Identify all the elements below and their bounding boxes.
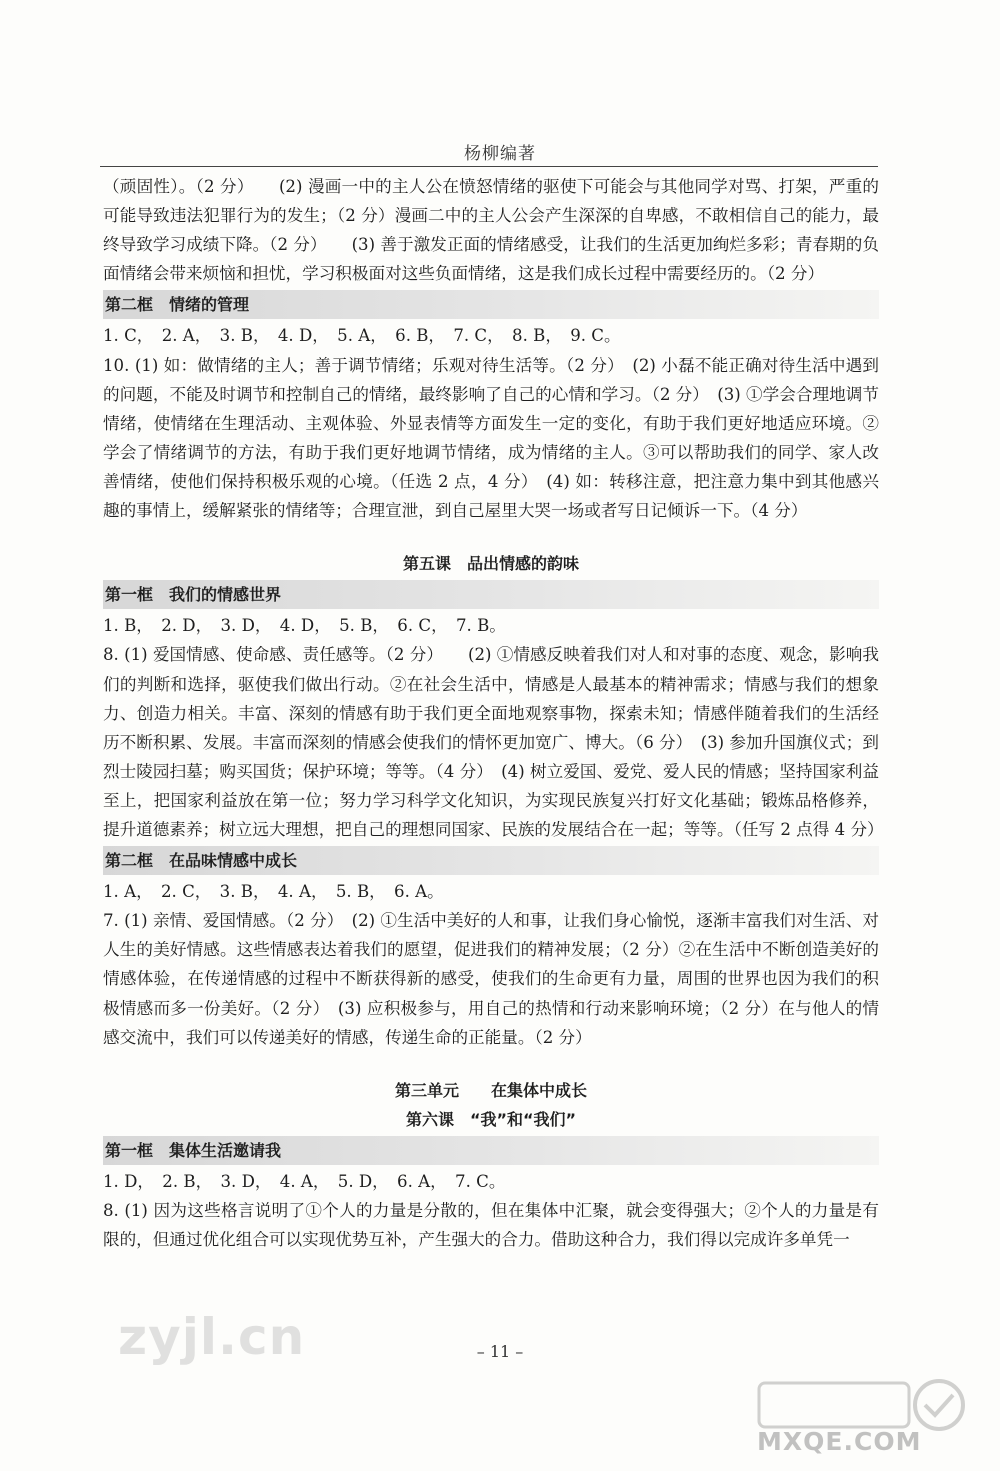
section-heading: 第一框 我们的情感世界 [103, 580, 879, 609]
spacer [103, 1052, 879, 1076]
page-number: – 11 – [476, 1342, 524, 1361]
answer-paragraph: 1. D， 2. B， 3. D， 4. A， 5. D， 6. A， 7. C。 [103, 1172, 506, 1191]
answer-logo-icon [749, 1375, 984, 1435]
answer-paragraph: 1. A， 2. C， 3. B， 4. A， 5. B， 6. A。 [103, 882, 444, 902]
lesson-heading: 第三单元 在集体中成长 [394, 1080, 587, 1100]
answer-paragraph: 1. B， 2. D， 3. D， 4. D， 5. B， 6. C， 7. B。 [103, 616, 506, 636]
lesson-heading: 第六课 “我”和“我们” [405, 1109, 577, 1129]
header-rule [100, 166, 878, 167]
answer-paragraph: 7. (1) 亲情、爱国情感。（2 分） (2) ①生活中美好的人和事，让我们身心愉悦，逐渐丰富我们对生活、对人生的美好情感。这些情感表达着我们的愿望，促进我们的精神发展；（2 分）②在生活中不断创造美好的情感体验，在传递情感的过程中不断获得新的感受，使我们的生命更有力量，周围的世界也因为我们的积极情感而多一份美好。（2 分） (3) 应积极参与，用自己的热情和行动来影响环境；（2 分）在与他人的情感交流中，我们可以传递美好的情感，传递生命的正能量。（2 分） [103, 911, 879, 1047]
section-heading: 第一框 集体生活邀请我 [103, 1136, 879, 1165]
answer-paragraph: 8. (1) 爱国情感、使命感、责任感等。（2 分） (2) ①情感反映着我们对人和对事的态度、观念，影响我们的判断和选择，驱使我们做出行动。②在社会生活中，情感是人最基本的精神需求；情感与我们的想象力、创造力相关。丰富、深刻的情感有助于我们更全面地观察事物，探索未知；情感伴随着我们的生活经历不断积累、发展。丰富而深刻的情感会使我们的情怀更加宽广、博大。（6 分） (3) 参加升国旗仪式；到烈士陵园扫墓；购买国货；保护环境；等等。（4 分） (4) 树立爱国、爱党、爱人民的情感；坚持国家利益至上，把国家利益放在第一位；努力学习科学文化知识，为实现民族复兴打好文化基础；锻炼品格修养，提升道德素养；树立远大理想，把自己的理想同国家、民族的发展结合在一起；等等。（任写 2 点得 4 分） [103, 645, 884, 839]
spacer [103, 525, 879, 549]
answer-paragraph: 8. (1) 因为这些格言说明了①个人的力量是分散的，但在集体中汇聚，就会变得强大；②个人的力量是有限的，但通过优化组合可以实现优势互补，产生强大的合力。借助这种合力，我们得以完成许多单凭一 [103, 1201, 879, 1250]
section-heading: 第二框 情绪的管理 [103, 290, 879, 319]
section-heading: 第二框 在品味情感中成长 [103, 846, 879, 875]
answer-paragraph: （顽固性）。（2 分） (2) 漫画一中的主人公在愤怒情绪的驱使下可能会与其他同学对骂、打架，严重的可能导致违法犯罪行为的发生；（2 分）漫画二中的主人公会产生深深的自卑感，不敢相信自己的能力，最终导致学习成绩下降。（2 分） (3) 善于激发正面的情绪感受，让我们的生活更加绚烂多彩；青春期的负面情绪会带来烦恼和担忧，学习积极面对这些负面情绪，这是我们成长过程中需要经历的。（2 分） [103, 177, 879, 284]
watermark-mxqe-logo [749, 1375, 984, 1465]
page-header-title: 杨柳编著 [464, 144, 536, 164]
watermark-mxqe-text: MXQE.COM [757, 1427, 922, 1456]
watermark-zyjl: zyjl.cn [118, 1308, 306, 1366]
lesson-heading: 第五课 品出情感的韵味 [402, 554, 579, 574]
answer-content [103, 172, 884, 1254]
answer-paragraph: 10. (1) 如：做情绪的主人；善于调节情绪；乐观对待生活等。（2 分） (2) 小磊不能正确对待生活中遇到的问题，不能及时调节和控制自己的情绪，最终影响了自己的心情和学习。（2 分） (3) ①学会合理地调节情绪，使情绪在生理活动、主观体验、外显表情等方面发生一定的变化，有助于我们更好地适应环境。②学会了情绪调节的方法，有助于我们更好地调节情绪，成为情绪的主人。③可以帮助我们的同学、家人改善情绪，使他们保持积极乐观的心境。（任选 2 点，4 分） (4) 如：转移注意，把注意力集中到其他感兴趣的事情上，缓解紧张的情绪等；合理宣泄，到自己屋里大哭一场或者写日记倾诉一下。（4 分） [103, 355, 879, 521]
answer-paragraph: 1. C， 2. A， 3. B， 4. D， 5. A， 6. B， 7. C， 8. B， 9. C。 [103, 326, 621, 346]
